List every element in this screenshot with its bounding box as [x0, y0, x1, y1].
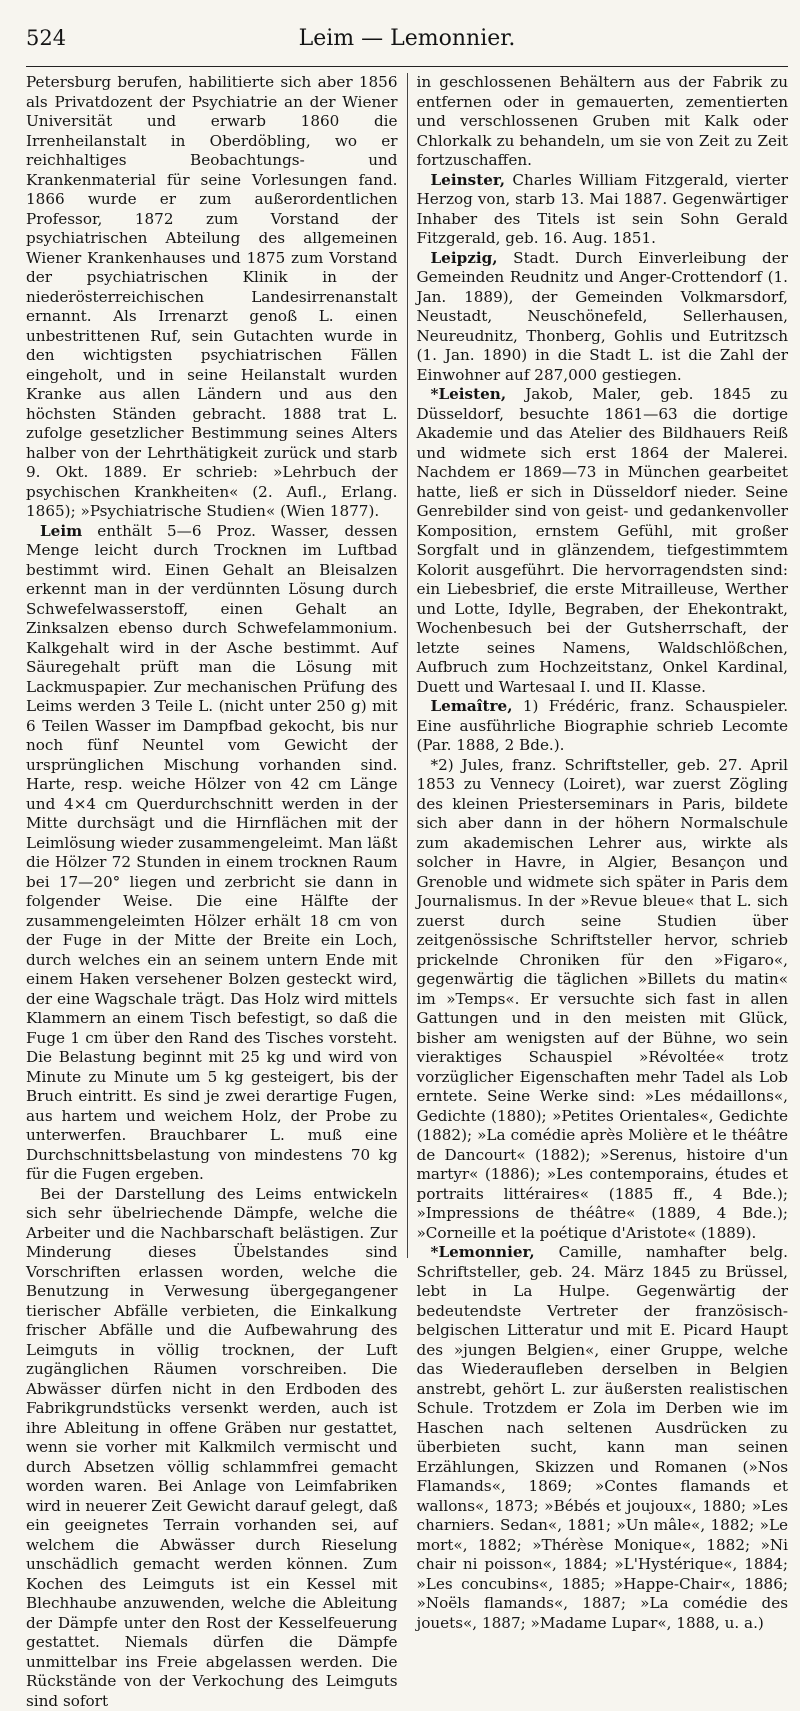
left-column — [26, 73, 407, 1258]
right-column — [408, 73, 789, 1258]
entry-text: enthält 5—6 Proz. Wasser, dessen Menge leicht durch Trocknen im Luftbad bestimmt wird. Einen Gehalt an Bleisalzen erkennt man in der verdünnten Lösung durch Schwefelwasserstoff, einen Gehalt an Zinksalzen ebenso durch Schwefelammonium. Kalkgehalt wird in der Asche bestimmt. Auf Säuregehalt prüft man die Lösung mit Lackmuspapier. Zur mechanischen Prüfung des Leims werden 3 Teile L. (nicht unter 250 g) mit 6 Teilen Wasser im Dampfbad gekocht, bis nur noch fünf Neuntel vom Gewicht der ursprünglichen Mischung vorhanden sind. Harte, resp. weiche Hölzer von 42 cm Länge und 4×4 cm Querdurchschnitt werden in der Mitte durchsägt und die Hirnflächen mit der Leimlösung wieder zusammengeleimt. Man läßt die Hölzer 72 Stunden in einem trocknen Raum bei 17—20° liegen und zerbricht sie dann in folgender Weise. Die eine Hälfte der zusammengeleimten Hölzer erhält 18 cm von der Fuge in der Mitte der Breite ein Loch, durch welches ein an seinem untern Ende mit einem Haken versehener Bolzen gesteckt wird, der eine Wagschale trägt. Das Holz wird mittels Klammern an einem Tisch befestigt, so daß die Fuge 1 cm über den Rand des Tisches vorsteht. Die Belastung beginnt mit 25 kg und wird von Minute zu Minute um 5 kg gesteigert, bis der Bruch eintritt. Es sind je zwei derartige Fugen, aus hartem und weichem Holz, der Probe zu unterwerfen. Brauchbarer L. muß eine Durchschnittsbelastung von mindestens 70 kg für die Fugen ergeben. — [26, 522, 398, 1184]
headword: *Leisten, — [431, 385, 507, 403]
entry-text: Camille, namhafter belg. Schriftsteller, geb. 24. März 1845 zu Brüssel, lebt in La Hulpe. Gegenwärtig der bedeutendste Vertreter der französisch-belgischen Litteratur und mit E. Picard Haupt des »jungen Belgien«, einer Gruppe, welche das Wiederaufleben derselben in Belgien anstrebt, gehört L. zur äußersten realistischen Schule. Trotzdem er Zola im Derben wie im Haschen nach seltenen Ausdrücken zu überbieten sucht, kann man seinen Erzählungen, Skizzen und Romanen (»Nos Flamands«, 1869; »Contes flamands et wallons«, 1873; »Bébés et joujoux«, 1880; »Les charniers. Sedan«, 1881; »Un mâle«, 1882; »Le mort«, 1882; »Thérèse Monique«, 1882; »Ni chair ni poisson«, 1884; »L'Hystérique«, 1884; »Les concubins«, 1885; »Happe-Chair«, 1886; »Noëls flamands«, 1887; »La comédie des jouets«, 1887; »Madame Lupar«, 1888, u. a.) — [417, 1243, 789, 1632]
entry-paragraph — [417, 756, 789, 1244]
paragraph-text: Bei der Darstellung des Leims entwickeln sich sehr übelriechende Dämpfe, welche die Arbeiter und die Nachbarschaft belästigen. Zur Minderung dieses Übelstandes sind Vorschriften erlassen worden, welche die Benutzung in Verwesung übergegangener tierischer Abfälle verbieten, die Einkalkung frischer Abfälle und die Aufbewahrung des Leimguts in völlig trocknen, der Luft zugänglichen Räumen vorschreiben. Die Abwässer dürfen nicht in den Erdboden des Fabrikgrundstücks versenkt werden, auch ist ihre Ableitung in offene Gräben nur gestattet, wenn sie vorher mit Kalkmilch vermischt und durch Absetzen völlig schlammfrei gemacht worden waren. Bei Anlage von Leimfabriken wird in neuerer Zeit Gewicht darauf gelegt, daß ein geeignetes Terrain vorhanden sei, auf welchem die Abwässer durch Rieselung unschädlich gemacht werden können. Zum Kochen des Leimguts ist ein Kessel mit Blechhaube anzuwenden, welche die Ableitung der Dämpfe unter den Rost der Kesselfeuerung gestattet. Niemals dürfen die Dämpfe unmittelbar ins Freie abgelassen werden. Die Rückstände von der Verkochung des Leimguts sind sofort — [26, 1185, 398, 1710]
entry-paragraph — [417, 73, 789, 171]
page-header — [26, 26, 788, 67]
page-number: 524 — [26, 26, 86, 50]
entry-leisten — [417, 385, 789, 697]
entry-lemaitre — [417, 697, 789, 756]
entry-leinster — [417, 171, 789, 249]
entry-text: Charles William Fitzgerald, vierter Herzog von, starb 13. Mai 1887. Gegenwärtiger Inhaber des Titels ist sein Sohn Gerald Fitzgerald, geb. 16. Aug. 1851. — [417, 171, 789, 248]
two-column-body — [26, 73, 788, 1258]
entry-paragraph — [26, 73, 398, 522]
headword: Leinster, — [431, 171, 506, 189]
headword: Leim — [40, 522, 82, 540]
headword: Lemaître, — [431, 697, 513, 715]
headword: *Lemonnier, — [431, 1243, 535, 1261]
entry-paragraph — [26, 1185, 398, 1711]
paragraph-text: *2) Jules, franz. Schriftsteller, geb. 27. April 1853 zu Vennecy (Loiret), war zuerst Zögling des kleinen Priesterseminars in Paris, bildete sich aber dann in der höhern Normalschule zum akademischen Lehrer aus, wirkte als solcher in Havre, in Algier, Besançon und Grenoble und widmete sich später in Paris dem Journalismus. In der »Revue bleue« that L. sich zuerst durch seine Studien über zeitgenössische Schriftsteller hervor, schrieb prickelnde Chroniken für den »Figaro«, gegenwärtig die täglichen »Billets du matin« im »Temps«. Er versuchte sich fast in allen Gattungen und in den meisten mit Glück, bisher am wenigsten auf der Bühne, wo sein vieraktiges Schauspiel »Révoltée« trotz vorzüglicher Eigenschaften mehr Tadel als Lob erntete. Seine Werke sind: »Les médaillons«, Gedichte (1880); »Petites Orientales«, Gedichte (1882); »La comédie après Molière et le théâtre de Dancourt« (1882); »Serenus, histoire d'un martyr« (1886); »Les contemporains, études et portraits littéraires« (1885 ff., 4 Bde.); »Impressions de théâtre« (1889, 4 Bde.); »Corneille et la poétique d'Aristote« (1889). — [417, 756, 789, 1242]
entry-leipzig — [417, 249, 789, 386]
entry-text: Jakob, Maler, geb. 1845 zu Düsseldorf, besuchte 1861—63 die dortige Akademie und das Atelier des Bildhauers Reiß und widmete sich erst 1864 der Malerei. Nachdem er 1869—73 in München gearbeitet hatte, ließ er sich in Düsseldorf nieder. Seine Genrebilder sind von geist- und gedankenvoller Komposition, ernstem Gefühl, mit großer Sorgfalt und in glänzendem, tiefgestimmtem Kolorit ausgeführt. Die hervorragendsten sind: ein Liebesbrief, die erste Mitrailleuse, Werther und Lotte, Idylle, Begraben, der Ehekontrakt, Wochenbesuch bei der Gutsherrschaft, der letzte seines Namens, Waldschlößchen, Aufbruch zum Hochzeitstanz, Onkel Kardinal, Duett und Wartesaal I. und II. Klasse. — [417, 385, 789, 696]
paragraph-text: Petersburg berufen, habilitierte sich aber 1856 als Privatdozent der Psychiatrie an der Wiener Universität und erwarb 1860 die Irrenheilanstalt in Oberdöbling, wo er reichhaltiges Beobachtungs- und Krankenmaterial für seine Vorlesungen fand. 1866 wurde er zum außerordentlichen Professor, 1872 zum Vorstand der psychiatrischen Abteilung des allgemeinen Wiener Krankenhauses und 1875 zum Vorstand der psychiatrischen Klinik in der niederösterreichischen Landesirrenanstalt ernannt. Als Irrenarzt genoß L. einen unbestrittenen Ruf, sein Gutachten wurde in den wichtigsten psychiatrischen Fällen eingeholt, und in seine Heilanstalt wurden Kranke aus allen Ländern und aus den höchsten Ständen gebracht. 1888 trat L. zufolge gesetzlicher Bestimmung seines Alters halber von der Lehrthätigkeit zurück und starb 9. Okt. 1889. Er schrieb: »Lehrbuch der psychischen Krankheiten« (2. Aufl., Erlang. 1865); »Psychiatrische Studien« (Wien 1877). — [26, 73, 398, 520]
entry-leim — [26, 522, 398, 1185]
running-title: Leim — Lemonnier. — [86, 26, 788, 51]
entry-text: 1) Frédéric, franz. Schauspieler. Eine ausführliche Biographie schrieb Lecomte (Par. 1888, 2 Bde.). — [417, 697, 789, 754]
entry-text: Stadt. Durch Einverleibung der Gemeinden Reudnitz und Anger-Crottendorf (1. Jan. 1889), der Gemeinden Volkmarsdorf, Neustadt, Neuschönefeld, Sellerhausen, Neureudnitz, Thonberg, Gohlis und Eutritzsch (1. Jan. 1890) in die Stadt L. ist die Zahl der Einwohner auf 287,000 gestiegen. — [417, 249, 789, 384]
entry-lemonnier — [417, 1243, 789, 1633]
paragraph-text: in geschlossenen Behältern aus der Fabrik zu entfernen oder in gemauerten, zementierten und verschlossenen Gruben mit Kalk oder Chlorkalk zu behandeln, um sie von Zeit zu Zeit fortzuschaffen. — [417, 73, 789, 169]
headword: Leipzig, — [431, 249, 498, 267]
